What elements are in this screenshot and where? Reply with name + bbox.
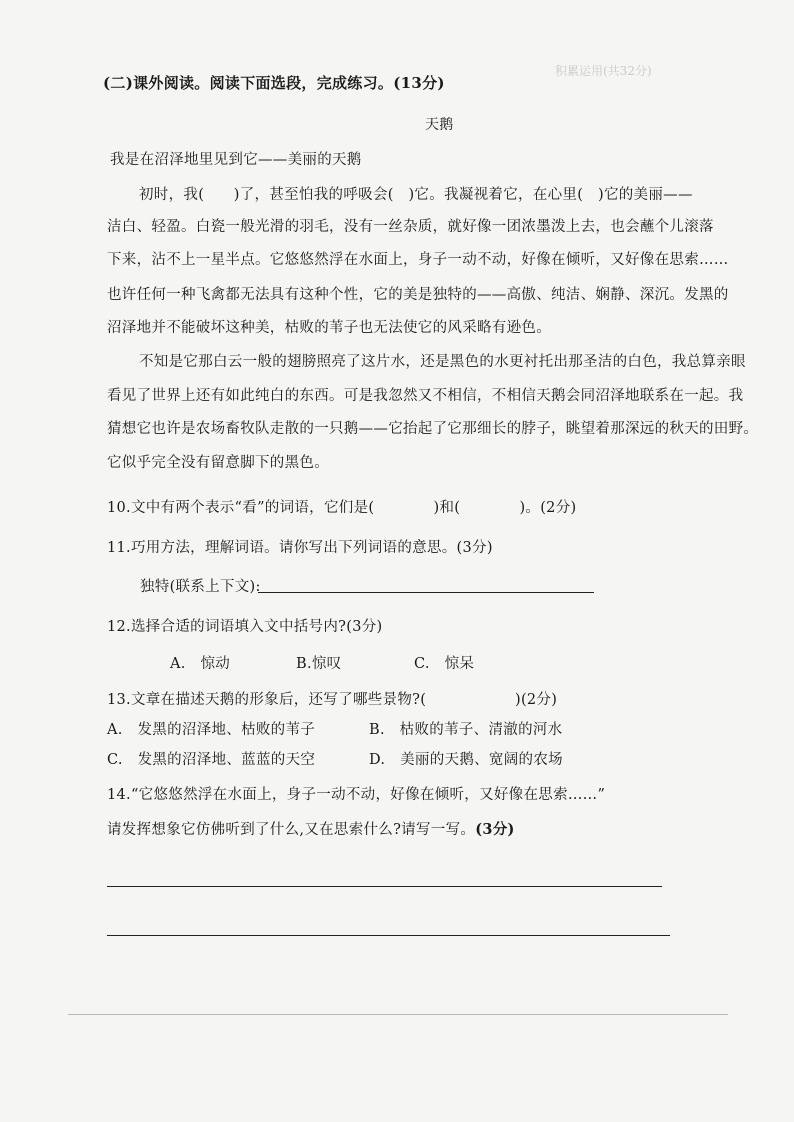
passage-line: 猜想它也许是农场畜牧队走散的一只鹅——它抬起了它那细长的脖子，眺望着那深远的秋天的田野。	[107, 421, 759, 437]
question-14-prompt-text: 请发挥想象它仿佛听到了什么,又在思索什么?请写一写。	[107, 822, 476, 838]
question-14-prompt	[107, 818, 515, 839]
question-14-score: (3分)	[475, 821, 515, 838]
passage-line: 沼泽地并不能破坏这种美，枯败的苇子也无法使它的风采略有逊色。	[107, 320, 551, 336]
section-heading	[103, 72, 445, 93]
passage-line: 洁白、轻盈。白瓷一般光滑的羽毛，没有一丝杂质，就好像一团浓墨泼上去，也会蘸个儿滚落	[107, 219, 714, 235]
option-b[interactable]: B. 枯败的苇子、清澈的河水	[369, 722, 563, 738]
section-score: (13分)	[393, 74, 445, 92]
page-divider	[68, 1014, 728, 1015]
passage-line: 看见了世界上还有如此纯白的东西。可是我忽然又不相信，不相信天鹅会同沼泽地联系在一起。我	[107, 388, 744, 404]
option-c[interactable]: C. 发黑的沼泽地、蓝蓝的天空	[107, 752, 316, 768]
passage-line: 初时，我( )了，甚至怕我的呼吸会( )它。我凝视着它，在心里( )它的美丽——	[139, 187, 693, 203]
question-12: 12.选择合适的词语填入文中括号内?(3分)	[107, 619, 383, 635]
answer-line-q14-2[interactable]	[107, 935, 670, 936]
passage-title: 天鹅	[425, 117, 454, 133]
question-13: 13.文章在描述天鹅的形象后，还写了哪些景物?( )(2分)	[107, 692, 558, 708]
question-11-item: 独特(联系上下文):	[140, 579, 261, 595]
option-a[interactable]: A. 惊动	[170, 656, 231, 672]
option-a[interactable]: A. 发黑的沼泽地、枯败的苇子	[107, 722, 316, 738]
option-d[interactable]: D. 美丽的天鹅、宽阔的农场	[369, 752, 563, 768]
question-10: 10.文中有两个表示“看”的词语，它们是( )和( )。(2分)	[107, 500, 577, 516]
answer-line-q11[interactable]	[258, 592, 594, 593]
bleed-through-text: 积累运用(共32分)	[555, 64, 652, 78]
section-heading-text: (二)课外阅读。阅读下面选段，完成练习。	[103, 74, 394, 92]
passage-line: 我是在沼泽地里见到它——美丽的天鹅	[110, 152, 362, 168]
question-14: 14.“它悠悠然浮在水面上，身子一动不动，好像在倾听，又好像在思索……”	[107, 787, 606, 803]
passage-line: 不知是它那白云一般的翅膀照亮了这片水，还是黑色的水更衬托出那圣洁的白色，我总算亲眼	[139, 354, 746, 370]
question-11: 11.巧用方法，理解词语。请你写出下列词语的意思。(3分)	[107, 540, 493, 556]
passage-line: 下来，沾不上一星半点。它悠悠然浮在水面上，身子一动不动，好像在倾听，又好像在思索……	[107, 252, 729, 268]
passage-line: 也许任何一种飞禽都无法具有这种个性，它的美是独特的——高傲、纯洁、娴静、深沉。发黑的	[107, 287, 729, 303]
passage-line: 它似乎完全没有留意脚下的黑色。	[107, 455, 329, 471]
option-b[interactable]: B.惊叹	[296, 656, 342, 672]
answer-line-q14-1[interactable]	[107, 886, 662, 887]
option-c[interactable]: C. 惊呆	[414, 656, 475, 672]
